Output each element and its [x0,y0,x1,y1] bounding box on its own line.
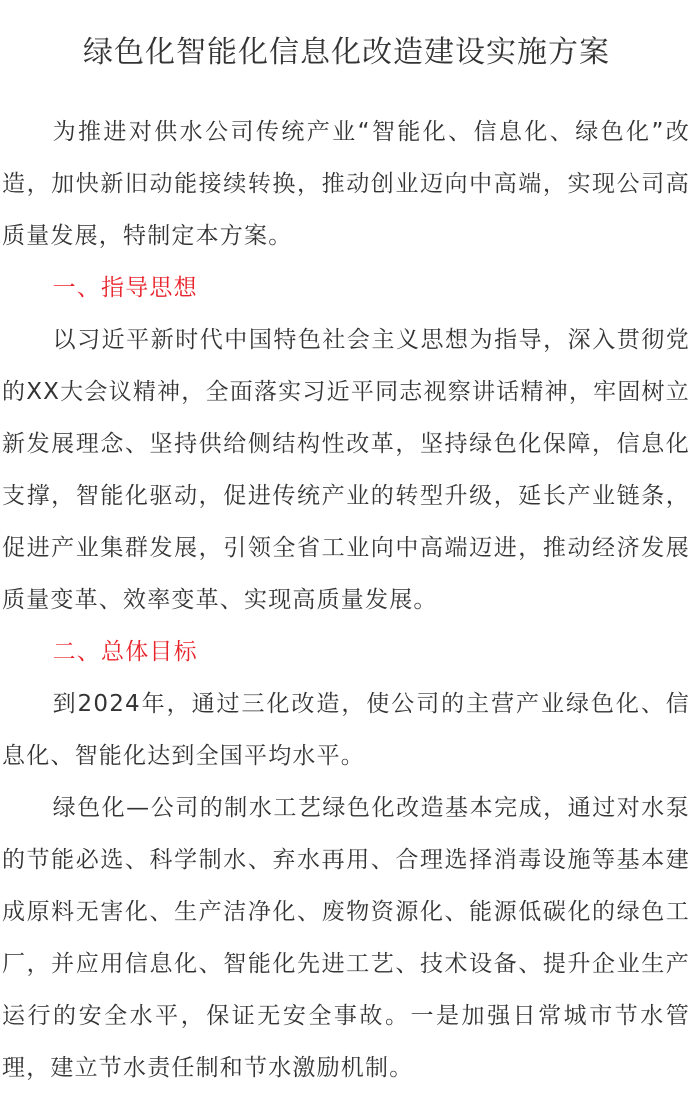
greening-paragraph: 绿色化—公司的制水工艺绿色化改造基本完成，通过对水泵的节能必选、科学制水、弃水再用、合理选择消毒设施等基本建成原料无害化、生产洁净化、废物资源化、能源低碳化的绿色工厂，并应用信息化、智能化先进工艺、技术设备、提升企业生产运行的安全水平，保证无安全事故。一是加强日常城市节水管理，建立节水责任制和节水激励机制。 [2,795,690,1081]
document-title: 绿色化智能化信息化改造建设实施方案 [83,35,610,70]
section-heading-guiding-ideology: 一、指导思想 [52,275,198,301]
guiding-ideology-paragraph: 以习近平新时代中国特色社会主义思想为指导，深入贯彻党的XX大会议精神，全面落实习近平同志视察讲话精神，牢固树立新发展理念、坚持供给侧结构性改革，坚持绿色化保障，信息化支撑，智能化驱动，促进传统产业的转型升级，延长产业链条，促进产业集群发展，引领全省工业向中高端迈进，推动经济发展质量变革、效率变革、实现高质量发展。 [2,327,690,613]
overall-goal-paragraph: 到2024年，通过三化改造，使公司的主营产业绿色化、信息化、智能化达到全国平均水平。 [2,691,690,769]
section-heading-overall-goal: 二、总体目标 [52,639,198,665]
document-body [2,106,690,1094]
intro-paragraph: 为推进对供水公司传统产业“智能化、信息化、绿色化”改造，加快新旧动能接续转换，推动创业迈向中高端，实现公司高质量发展，特制定本方案。 [2,119,690,249]
